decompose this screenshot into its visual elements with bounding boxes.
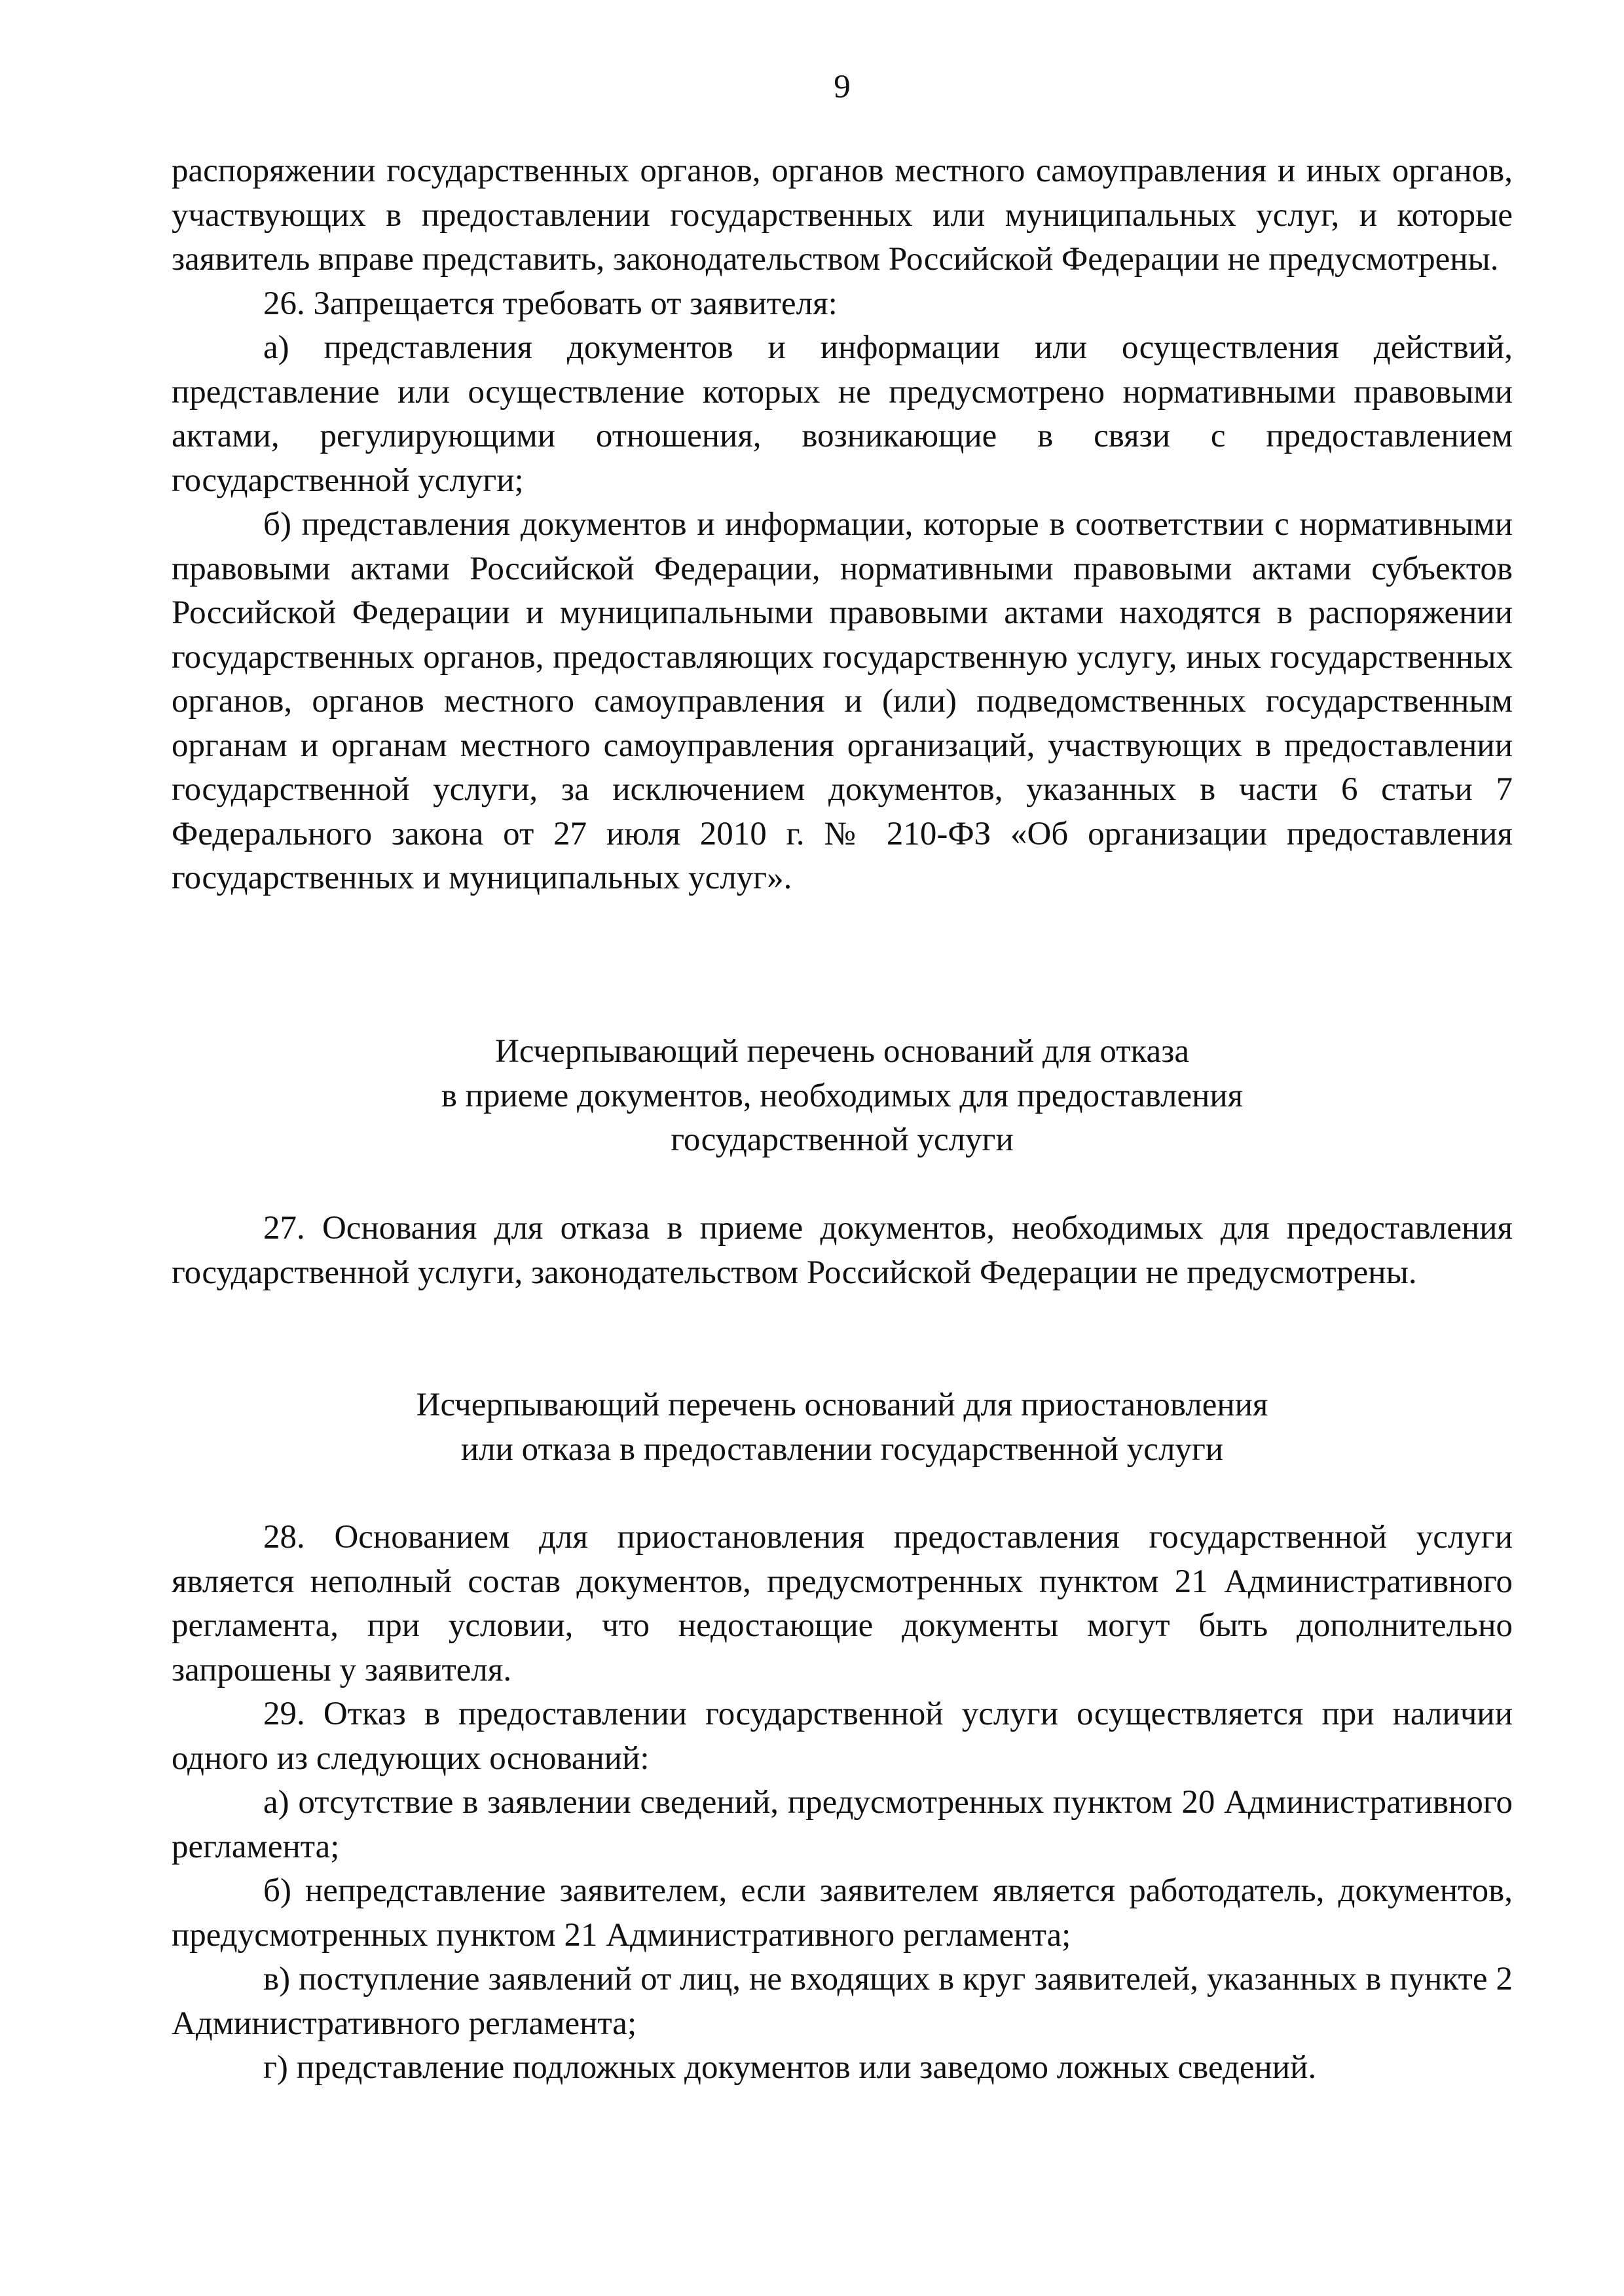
paragraph-26-b: б) представления документов и информации, которые в соответствии с нормативными правовыми актами Российской Федерации, нормативными правовыми актами субъектов Российской Федерации и муниципальными правовыми актами находятся в распоряжении государственных органов, предоставляющих государственную услугу, иных государственных органов, органов местного самоуправления и (или) подведомственных государственным органам и органам местного самоуправления организаций, участвующих в предоставлении государственной услуги, за исключением документов, указанных в части 6 статьи 7 Федерального закона от 27 июля 2010 г. № 210-ФЗ «Об организации предоставления государственных и муниципальных услуг». xyxy=(172,506,1513,896)
paragraph-29-a: а) отсутствие в заявлении сведений, предусмотренных пунктом 20 Административного регламента; xyxy=(172,1784,1513,1865)
paragraph-29-g: г) представление подложных документов или заведомо ложных сведений. xyxy=(263,2049,1317,2086)
paragraph-29-v: в) поступление заявлений от лиц, не входящих в круг заявителей, указанных в пункте 2 Административного регламента; xyxy=(172,1961,1513,2042)
paragraph-29-title: 29. Отказ в предоставлении государственной услуги осуществляется при наличии одного из следующих оснований: xyxy=(172,1696,1513,1777)
section-27 xyxy=(172,1207,1513,1295)
section-26 xyxy=(172,149,1513,901)
paragraph-26-title: 26. Запрещается требовать от заявителя: xyxy=(263,285,838,322)
heading-line: в приеме документов, необходимых для предоставления xyxy=(441,1077,1244,1114)
section-28-29 xyxy=(172,1516,1513,2090)
paragraph-27: 27. Основания для отказа в приеме документов, необходимых для предоставления государственной услуги, законодательством Российской Федерации не предусмотрены. xyxy=(172,1210,1513,1291)
page-number: 9 xyxy=(834,69,851,105)
paragraph-26-a: а) представления документов и информации или осуществления действий, представление или осуществление которых не предусмотрено нормативными правовыми актами, регулирующими отношения, возникающие в связи с предоставлением государственной услуги; xyxy=(172,329,1513,499)
heading-line: Исчерпывающий перечень оснований для отказа xyxy=(495,1033,1189,1070)
paragraph-28: 28. Основанием для приостановления предоставления государственной услуги является неполный состав документов, предусмотренных пунктом 21 Административного регламента, при условии, что недостающие документы могут быть дополнительно запрошены у заявителя. xyxy=(172,1519,1513,1688)
intro-paragraph: распоряжении государственных органов, органов местного самоуправления и иных органов, участвующих в предоставлении государственных или муниципальных услуг, и которые заявитель вправе представить, законодательством Российской Федерации не предусмотрены. xyxy=(172,153,1513,278)
section-heading-refusal-acceptance xyxy=(172,1030,1513,1163)
heading-line: Исчерпывающий перечень оснований для приостановления xyxy=(416,1387,1268,1423)
heading-line: государственной услуги xyxy=(671,1121,1014,1158)
section-heading-suspension xyxy=(172,1383,1513,1472)
heading-line: или отказа в предоставлении государственной услуги xyxy=(460,1430,1224,1468)
paragraph-29-b: б) непредставление заявителем, если заявителем является работодатель, документов, предусмотренных пунктом 21 Административного регламента; xyxy=(172,1872,1513,1954)
